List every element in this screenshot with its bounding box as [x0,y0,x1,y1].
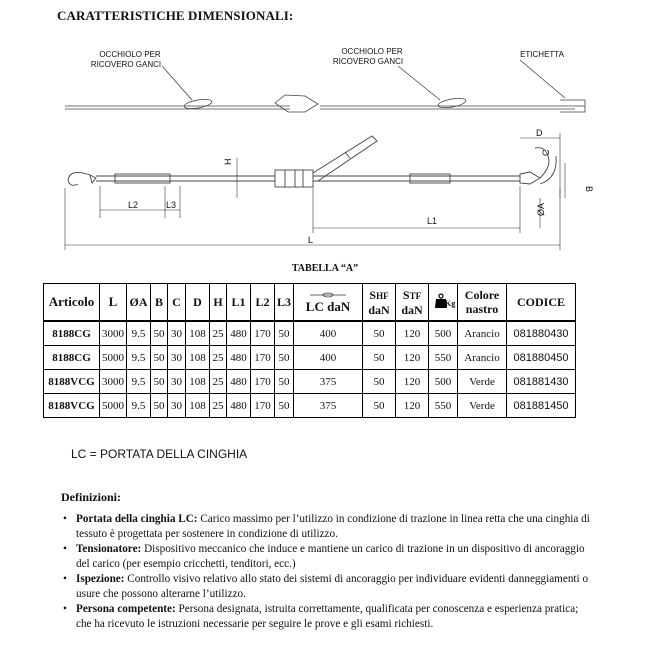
definition-item: • Persona competente: Persona designata, istruita correttamente, qualificata per conoscenza e esperienza pratica; che ha ricevuto le istruzioni necessarie per seguire le prove e gli esami richiesti. [63,603,579,630]
end-sleeve-right [410,174,450,183]
strap-mini-icon [308,291,348,299]
table-cell: Arancio [458,321,507,346]
col-L1: L1 [227,284,251,322]
table-cell: 170 [251,321,275,346]
table-cell: 081881430 [507,370,576,394]
ratchet-top [275,95,318,112]
table-cell: 30 [168,370,186,394]
table-cell: 400 [294,346,363,370]
definition-item: • Tensionatore: Dispositivo meccanico che induce e mantiene un carico di trazione in un dispositivo di ancoraggio del carico (per esempio cricchetti, tenditori, ecc.) [63,543,585,570]
table-cell: 25 [210,321,227,346]
col-lc: LC daN [294,284,363,322]
table-cell: 5000 [100,346,127,370]
table-cell: 8188VCG [44,394,100,418]
table-cell: 30 [168,321,186,346]
ratchet-lever [313,136,377,181]
table-cell: 30 [168,346,186,370]
table-cell: 375 [294,394,363,418]
table-cell: 480 [227,370,251,394]
table-cell: 480 [227,321,251,346]
lc-note: LC = PORTATA DELLA CINGHIA [71,447,248,461]
table-cell: 550 [429,394,458,418]
table-cell: 50 [363,370,396,394]
table-cell: Verde [458,394,507,418]
page-title: CARATTERISTICHE DIMENSIONALI: [57,8,294,23]
table-cell: 50 [151,346,168,370]
label-occhiolo-right-2: RICOVERO GANCI [332,57,404,66]
dim-label-OA: ØA [536,202,546,216]
table-cell: 3000 [100,370,127,394]
table-cell: 120 [396,370,429,394]
table-cell: 8188CG [44,321,100,346]
table-cell: 400 [294,321,363,346]
table-caption: TABELLA “A” [291,263,359,274]
end-sleeve-left [115,174,170,183]
table-cell: 120 [396,321,429,346]
col-L3: L3 [275,284,294,322]
table-cell: 50 [363,321,396,346]
table-cell: 9.5 [127,321,151,346]
table-cell: 108 [186,321,210,346]
table-cell: 30 [168,394,186,418]
table-cell: 108 [186,394,210,418]
table-cell: 081880430 [507,321,576,346]
table-cell: 108 [186,346,210,370]
table-cell: 170 [251,394,275,418]
leader-occhiolo-right [398,66,440,100]
table-cell: 9.5 [127,370,151,394]
col-colore: Colore nastro [458,284,507,322]
table-cell: 170 [251,346,275,370]
table-row [44,394,576,418]
col-codice: CODICE [507,284,576,322]
dimension-drawing [0,38,650,253]
table-cell: 50 [275,321,294,346]
table-cell: 50 [151,370,168,394]
col-D: D [186,284,210,322]
weight-icon: Kg [434,293,452,309]
label-occhiolo-right-1: OCCHIOLO PER [341,47,403,56]
table-cell: 375 [294,370,363,394]
dim-label-L1: L1 [427,216,438,226]
dim-label-L: L [308,235,314,245]
hook-left [68,172,90,185]
col-articolo: Articolo [44,284,100,322]
col-C: C [168,284,186,322]
table-cell: 8188CG [44,346,100,370]
table-cell: 480 [227,346,251,370]
table-cell: 500 [429,370,458,394]
label-occhiolo-left-2: RICOVERO GANCI [90,60,162,69]
dim-label-D: D [536,128,543,138]
table-cell: Arancio [458,346,507,370]
table-cell: 50 [363,394,396,418]
table-row [44,321,576,346]
leader-etichetta [520,60,565,98]
dim-label-L3: L3 [166,200,177,210]
dim-label-B: B [584,186,594,193]
table-cell: 170 [251,370,275,394]
table-cell: 50 [275,370,294,394]
table-cell: 480 [227,394,251,418]
table-row [44,346,576,370]
col-kg [429,284,458,322]
col-L2: L2 [251,284,275,322]
col-OA: ØA [127,284,151,322]
col-stf: STF daN [396,284,429,322]
definitions-title: Definizioni: [61,490,121,504]
table-cell: 50 [275,394,294,418]
table-cell: 25 [210,394,227,418]
col-shf: SHF daN [363,284,396,322]
table-cell: 550 [429,346,458,370]
spec-table [43,283,576,418]
table-cell: 120 [396,346,429,370]
table-row [44,370,576,394]
dim-label-C: C [541,149,551,156]
leader-occhiolo-left [162,66,192,100]
table-header-row [44,284,576,322]
table-cell: 120 [396,394,429,418]
eyelet-right [438,97,467,110]
definitions-list [61,512,596,632]
table-cell: 500 [429,321,458,346]
table-cell: 25 [210,346,227,370]
table-cell: 8188VCG [44,370,100,394]
table-cell: 3000 [100,321,127,346]
col-B: B [151,284,168,322]
table-body [44,321,576,418]
table-cell: 081881450 [507,394,576,418]
table-cell: 108 [186,370,210,394]
table-cell: 25 [210,370,227,394]
table-cell: 5000 [100,394,127,418]
col-L: L [100,284,127,322]
dim-label-L2: L2 [128,200,139,210]
table-cell: 50 [275,346,294,370]
label-etichetta: ETICHETTA [520,50,564,59]
hook-right [520,172,540,184]
table-cell: 50 [151,321,168,346]
table-cell: 081880450 [507,346,576,370]
table-cell: 9.5 [127,394,151,418]
table-cell: 50 [363,346,396,370]
strap-main-view [68,136,556,187]
definition-item: • Portata della cinghia LC: Carico massimo per l’utilizzo in condizione di trazione in linea retta che una cinghia di tessuto è progettata per sostenere in condizione di utilizzo. [63,513,590,540]
strap-top-view [65,95,585,112]
table-cell: 9.5 [127,346,151,370]
col-H: H [210,284,227,322]
dim-label-H: H [223,158,233,165]
ratchet-body [275,170,313,187]
label-occhiolo-left-1: OCCHIOLO PER [99,50,161,59]
table-cell: 50 [151,394,168,418]
eyelet-left [184,98,213,111]
table-cell: Verde [458,370,507,394]
definition-item: • Ispezione: Controllo visivo relativo allo stato dei sistemi di ancoraggio per individuare evidenti danneggiamenti o usure che possono alterarne l’utilizzo. [63,573,589,600]
